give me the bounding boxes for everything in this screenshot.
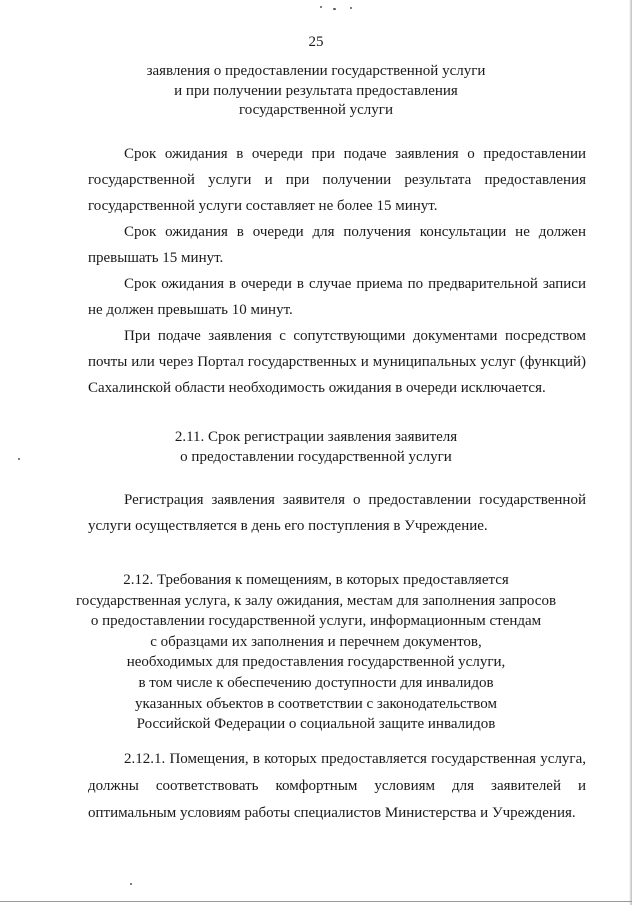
paragraph-consultation-wait: Срок ожидания в очереди для получения консультации не должен превышать 15 минут. [88, 224, 586, 266]
section-2-11-body: Регистрация заявления заявителя о предоставлении государственной услуги осуществляется в день его поступления в Учреждение. [88, 492, 586, 534]
section-2-11-heading [0, 428, 632, 467]
paragraph-postal-submission: При подаче заявления с сопутствующими документами посредством почты или через Портал государственных и муниципальных услуг (функций) Сахалинской области необходимость ожидания в очереди исключается. [88, 328, 586, 396]
scan-speck [18, 458, 20, 460]
section-heading-line: 2.12. Требования к помещениям, в которых предоставляется [123, 572, 509, 588]
top-heading [0, 62, 632, 121]
paragraph-queue-wait: Срок ожидания в очереди при подаче заявления о предоставлении государственной услуги и при получении результата предоставления государственной услуги составляет не более 15 минут. [88, 146, 586, 214]
section-heading-line: государственная услуга, к залу ожидания, местам для заполнения запросов [75, 592, 557, 609]
scan-bottom-edge [0, 901, 632, 902]
section-2-12-heading [0, 570, 632, 735]
section-heading-line: о предоставлении государственной услуги, информационным стендам [90, 613, 542, 630]
top-heading-line: и при получении результата предоставления [174, 82, 458, 99]
scan-speck [320, 6, 322, 8]
scan-speck [350, 7, 352, 9]
section-heading-line: необходимых для предоставления государственной услуги, [126, 654, 506, 671]
scan-speck [333, 8, 336, 10]
section-heading-line: в том числе к обеспечению доступности для инвалидов [138, 674, 494, 691]
section-heading-line: указанных объектов в соответствии с законодательством [135, 695, 497, 712]
paragraph-appointment-wait: Срок ожидания в очереди в случае приема по предварительной записи не должен превышать 10 минут. [88, 276, 586, 318]
section-2-12-1-body: 2.12.1. Помещения, в которых предоставляется государственная услуга, должны соответствовать комфортным условиям для заявителей и оптимальным условиям работы специалистов Министерства и Учреждения. [88, 751, 586, 821]
section-heading-line: о предоставлении государственной услуги [180, 448, 452, 465]
section-heading-line: с образцами их заполнения и перечнем документов, [150, 633, 482, 650]
page-number: 25 [308, 34, 324, 50]
top-heading-line: заявления о предоставлении государственной услуги [146, 63, 486, 79]
scan-speck [130, 883, 132, 885]
section-heading-line: Российской Федерации о социальной защите инвалидов [136, 716, 496, 733]
section-heading-line: 2.11. Срок регистрации заявления заявителя [174, 429, 458, 445]
top-heading-line: государственной услуги [239, 102, 393, 118]
